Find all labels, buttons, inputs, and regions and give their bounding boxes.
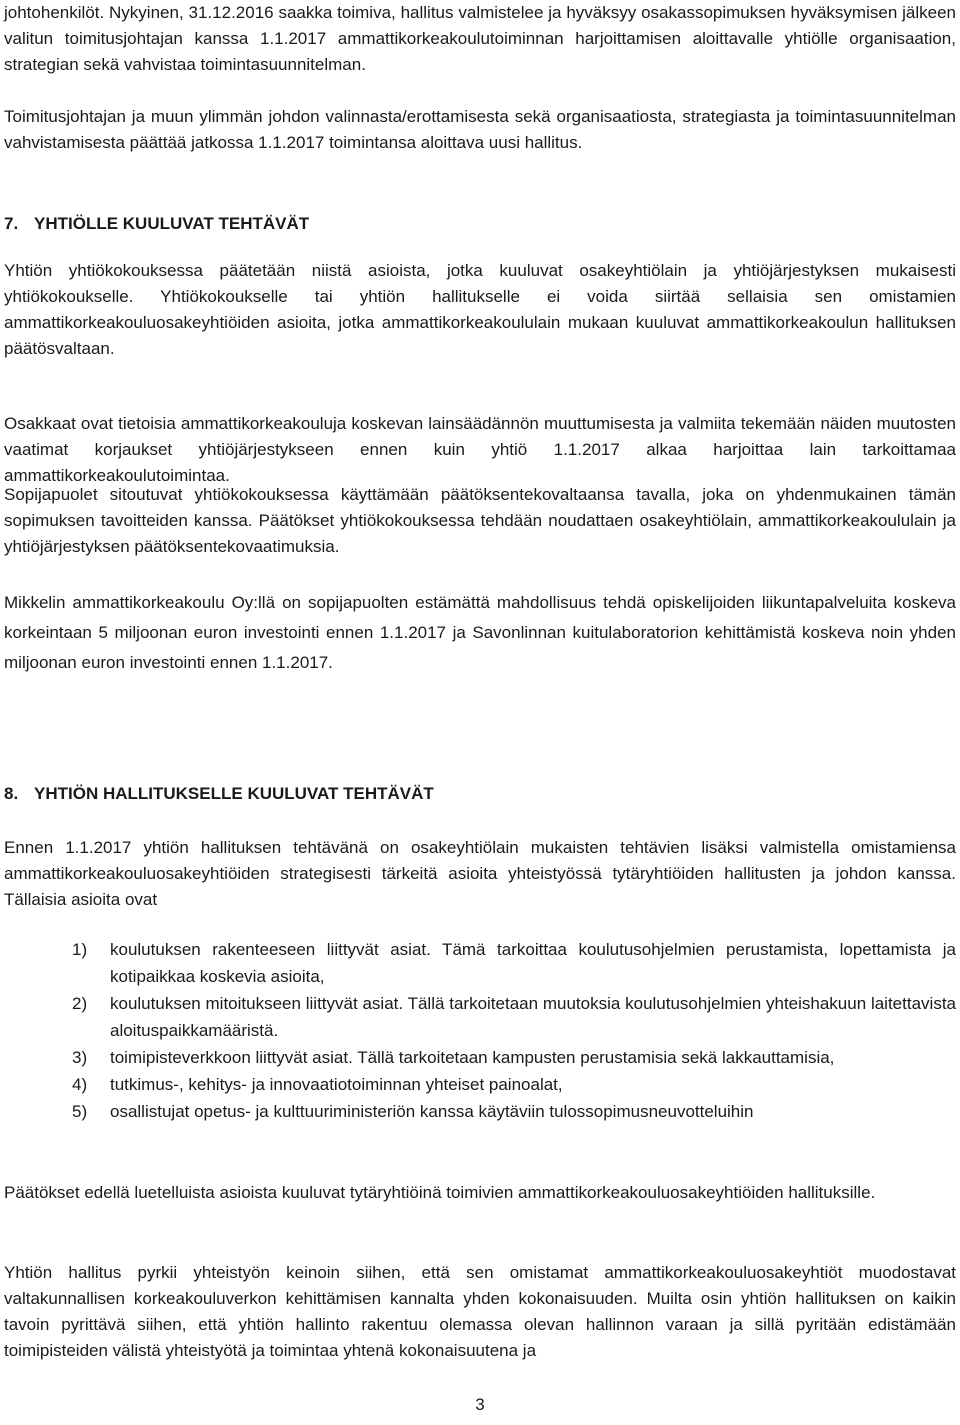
list-item-text: tutkimus-, kehitys- ja innovaatiotoiminnan yhteiset painoalat,	[110, 1075, 563, 1094]
page-number: 3	[475, 1395, 485, 1414]
section-8-paragraph-3: Yhtiön hallitus pyrkii yhteistyön keinoin siihen, että sen omistamat ammattikorkeakouluosakeyhtiöt muodostavat valtakunnallisen korkeakouluverkon kehittämisen kannalta yhden kokonaisuuden. Muilta osin yhtiön hallituksen on kaikin tavoin pyrittävä siihen, että yhtiön hallinto rakentuu olemassa olevan hallinnon varaan ja sillä pyritään edistämään toimipisteiden välistä yhteistyötä ja toimintaa yhtenä kokonaisuutena ja	[4, 1263, 956, 1360]
list-item	[0, 936, 960, 990]
list-item-text: osallistujat opetus- ja kulttuuriministeriön kanssa käytäviin tulossopimusneuvotteluihin	[110, 1102, 754, 1121]
list-item-text: toimipisteverkkoon liittyvät asiat. Tällä tarkoitetaan kampusten perustamisia sekä lakkauttamisia,	[110, 1048, 835, 1067]
section-8-heading	[4, 784, 434, 804]
section-8-paragraph-1: Ennen 1.1.2017 yhtiön hallituksen tehtävänä on osakeyhtiölain mukaisten tehtävien lisäksi valmistella omistamiensa ammattikorkeakouluosakeyhtiöiden strategisesti tärkeitä asioita yhteistyössä tytäryhtiöiden hallitusten ja johdon kanssa. Tällaisia asioita ovat	[4, 838, 956, 909]
section-7-paragraph-1: Yhtiön yhtiökokouksessa päätetään niistä asioista, jotka kuuluvat osakeyhtiölain ja yhtiöjärjestyksen mukaisesti yhtiökokoukselle. Yhtiökokoukselle tai yhtiön hallitukselle ei voida siirtää sellaisia sen omistamien ammattikorkeakouluosakeyhtiöiden asioita, jotka ammattikorkeakoululain mukaan kuuluvat ammattikorkeakoulun hallituksen päätösvaltaan.	[4, 261, 956, 358]
section-8-title: YHTIÖN HALLITUKSELLE KUULUVAT TEHTÄVÄT	[34, 784, 434, 803]
section-8-number: 8.	[4, 784, 19, 803]
list-item-marker: 4)	[72, 1075, 88, 1094]
list-item	[0, 1044, 960, 1071]
section-7-number: 7.	[4, 214, 19, 233]
section-8-paragraph-2: Päätökset edellä luetelluista asioista kuuluvat tytäryhtiöinä toimivien ammattikorkeakouluosakeyhtiöiden hallituksille.	[4, 1183, 876, 1202]
list-item	[0, 990, 960, 1044]
section-8-list	[0, 936, 960, 1125]
section-7-paragraph-3: Sopijapuolet sitoutuvat yhtiökokouksessa käyttämään päätöksentekovaltaansa tavalla, joka on yhdenmukainen tämän sopimuksen tavoitteiden kanssa. Päätökset yhtiökokouksessa tehdään noudattaen osakeyhtiölain, ammattikorkeakoululain ja yhtiöjärjestyksen päätöksentekovaatimuksia.	[4, 485, 956, 556]
list-item-marker: 1)	[72, 940, 88, 959]
list-item-marker: 3)	[72, 1048, 88, 1067]
intro-paragraph: johtohenkilöt. Nykyinen, 31.12.2016 saakka toimiva, hallitus valmistelee ja hyväksyy osakassopimuksen hyväksymisen jälkeen valitun toimitusjohtajan kanssa 1.1.2017 ammattikorkeakoulutoiminnan harjoittamisen aloittavalle yhtiölle organisaation, strategian sekä vahvistaa toimintasuunnitelman.	[4, 3, 956, 74]
list-item	[0, 1098, 960, 1125]
list-item-marker: 5)	[72, 1102, 88, 1121]
section-7-heading	[4, 214, 309, 234]
ceo-paragraph: Toimitusjohtajan ja muun ylimmän johdon valinnasta/erottamisesta sekä organisaatiosta, strategiasta ja toimintasuunnitelman vahvistamisesta päättää jatkossa 1.1.2017 toimintansa aloittava uusi hallitus.	[4, 107, 956, 152]
section-7-paragraph-2: Osakkaat ovat tietoisia ammattikorkeakouluja koskevan lainsäädännön muuttumisesta ja valmiita tekemään näiden muutosten vaatimat korjaukset yhtiöjärjestykseen ennen kuin yhtiö 1.1.2017 alkaa harjoittaa lain tarkoittamaa ammattikorkeakoulutoimintaa.	[4, 414, 956, 485]
list-item-text: koulutuksen rakenteeseen liittyvät asiat. Tämä tarkoittaa koulutusohjelmien perustamista, lopettamista ja kotipaikkaa koskevia asioita,	[110, 940, 956, 986]
list-item-marker: 2)	[72, 994, 88, 1013]
list-item	[0, 1071, 960, 1098]
section-7-paragraph-4: Mikkelin ammattikorkeakoulu Oy:llä on sopijapuolten estämättä mahdollisuus tehdä opiskelijoiden liikuntapalveluita koskeva korkeintaan 5 miljoonan euron investointi ennen 1.1.2017 ja Savonlinnan kuitulaboratorion kehittämistä koskeva noin yhden miljoonan euron investointi ennen 1.1.2017.	[4, 593, 956, 672]
section-7-title: YHTIÖLLE KUULUVAT TEHTÄVÄT	[34, 214, 310, 233]
list-item-text: koulutuksen mitoitukseen liittyvät asiat. Tällä tarkoitetaan muutoksia koulutusohjelmien yhteishakuun laitettavista aloituspaikkamääristä.	[110, 994, 956, 1040]
